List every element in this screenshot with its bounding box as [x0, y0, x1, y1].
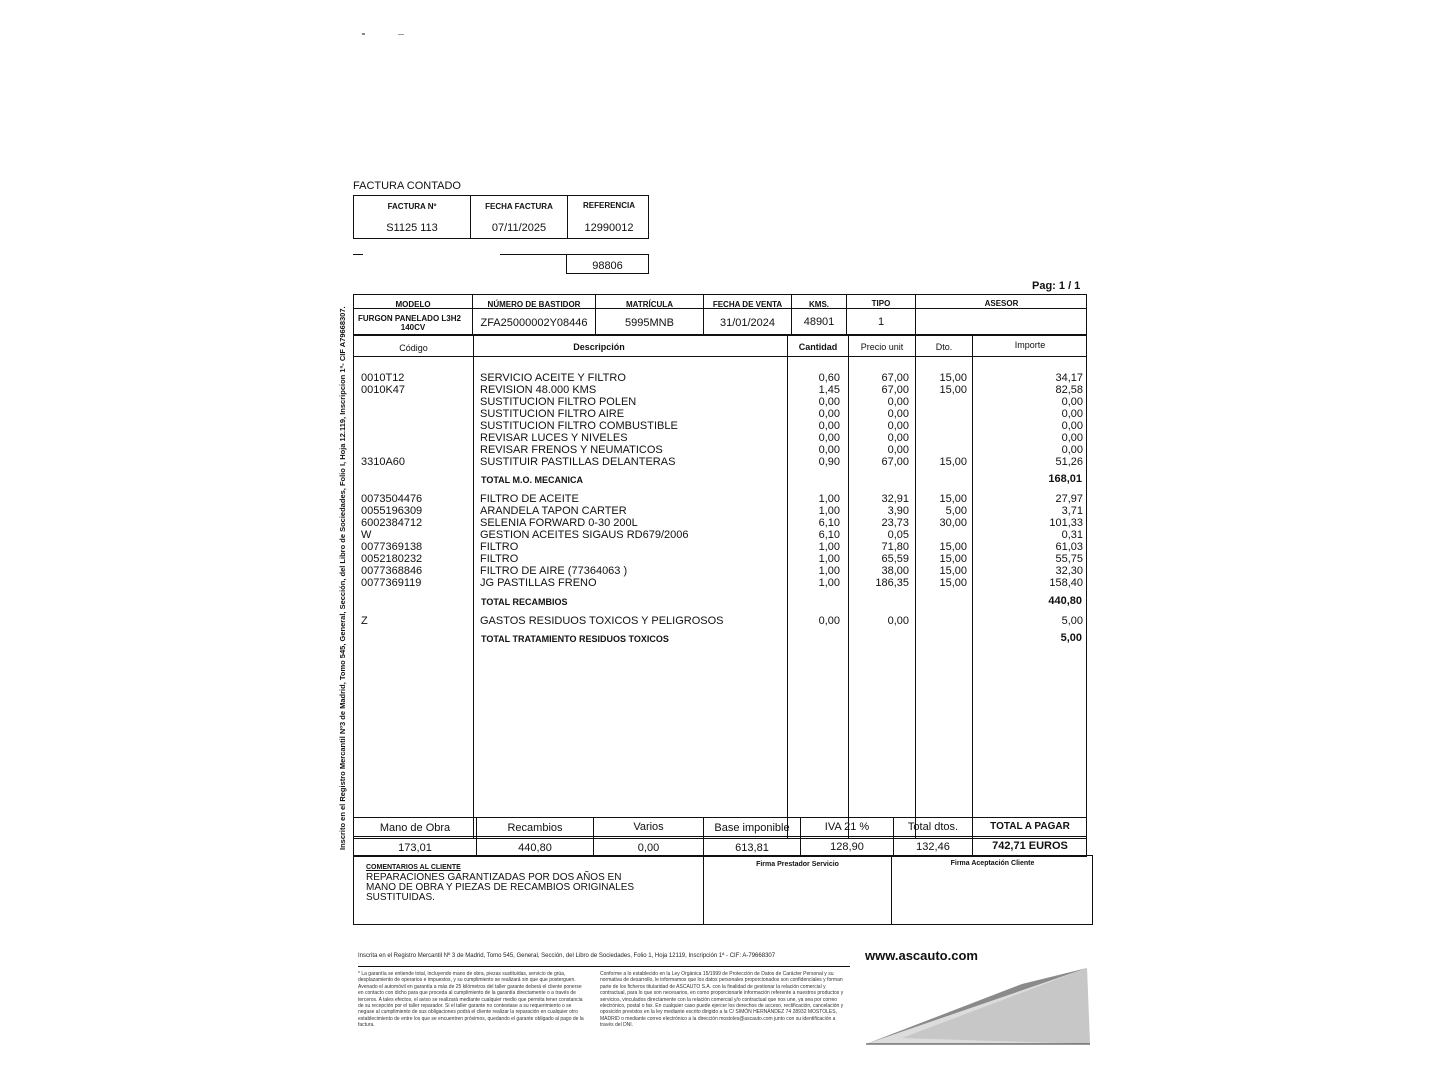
item-discount: 15,00: [939, 456, 967, 468]
item-unit-price: 65,59: [881, 553, 909, 565]
col-vin: NÚMERO DE BASTIDOR: [487, 300, 581, 309]
divider: [848, 334, 849, 839]
item-quantity: 1,00: [818, 565, 840, 577]
item-unit-price: 0,00: [887, 444, 909, 456]
item-code: 0052180232: [361, 553, 423, 565]
item-description: REVISION 48.000 KMS: [480, 384, 597, 396]
items-table: [353, 334, 1087, 839]
item-quantity: 1,00: [818, 553, 840, 565]
item-discount: 15,00: [939, 384, 967, 396]
col-asesor: ASESOR: [984, 299, 1019, 308]
item-quantity: 1,00: [818, 493, 840, 505]
col-unit-price: Precio unit: [860, 342, 904, 352]
item-quantity: 1,00: [818, 505, 840, 517]
comment-line: SUSTITUIDAS.: [366, 892, 435, 903]
summary-label-labor: Mano de Obra: [379, 822, 451, 834]
item-description: REVISAR FRENOS Y NEUMATICOS: [480, 444, 663, 456]
item-description: ARANDELA TAPON CARTER: [480, 505, 627, 517]
vehicle-vin: ZFA25000002Y08446: [480, 317, 588, 329]
item-discount: 15,00: [939, 553, 967, 565]
item-description: REVISAR LUCES Y NIVELES: [480, 432, 628, 444]
item-discount: 15,00: [939, 541, 967, 553]
extra-reference: 98806: [592, 260, 623, 272]
total-mo-value: 168,01: [1048, 473, 1082, 485]
item-amount: 0,00: [1061, 432, 1083, 444]
divider: [470, 195, 471, 239]
item-description: FILTRO DE ACEITE: [480, 493, 579, 505]
total-waste-value: 5,00: [1060, 632, 1082, 644]
footer-registry: Inscrita en el Registro Mercantil Nº 3 de Madrid, Tomo 545, General, Sección, del Libro de Sociedades, Folio 1, Hoja 12119, Inscripción 1ª - CIF: A-79668307: [358, 953, 776, 959]
summary-label-discounts: Total dtos.: [907, 821, 959, 833]
item-amount: 3,71: [1061, 505, 1083, 517]
summary-label-base: Base imponible: [714, 822, 790, 834]
invoice-number-label: FACTURA Nº: [387, 202, 437, 211]
summary-base: 613,81: [735, 842, 769, 854]
dash-mark: [353, 254, 363, 255]
total-mo-label: TOTAL M.O. MECANICA: [481, 475, 583, 485]
item-code: 3310A60: [361, 456, 406, 468]
vehicle-sale-date: 31/01/2024: [719, 317, 776, 329]
item-description: FILTRO: [480, 541, 519, 553]
item-quantity: 0,00: [818, 396, 840, 408]
item-description: SUSTITUCION FILTRO COMBUSTIBLE: [480, 420, 678, 432]
col-discount: Dto.: [935, 342, 953, 352]
item-unit-price: 23,73: [881, 517, 909, 529]
item-unit-price: 186,35: [875, 577, 909, 589]
item-unit-price: 0,00: [887, 396, 909, 408]
item-description: FILTRO: [480, 553, 519, 565]
col-plate: MATRÍCULA: [626, 300, 673, 309]
item-code: Z: [361, 615, 368, 627]
invoice-title: FACTURA CONTADO: [353, 180, 461, 192]
item-amount: 34,17: [1055, 372, 1083, 384]
item-unit-price: 67,00: [881, 372, 909, 384]
summary-label-vat: IVA 21 %: [824, 821, 870, 833]
col-description: Descripción: [573, 342, 625, 352]
item-code: 0073504476: [361, 493, 423, 505]
invoice-reference: 12990012: [584, 222, 634, 234]
item-discount: 15,00: [939, 493, 967, 505]
col-quantity: Cantidad: [798, 342, 838, 352]
col-sale-date: FECHA DE VENTA: [712, 300, 783, 309]
item-amount: 0,00: [1061, 420, 1083, 432]
item-unit-price: 0,05: [887, 529, 909, 541]
summary-vat: 128,90: [830, 841, 864, 853]
comments-label: COMENTARIOS AL CLIENTE: [366, 864, 461, 871]
invoice-sheet: [310, 0, 1110, 1080]
item-unit-price: 38,00: [881, 565, 909, 577]
item-discount: 15,00: [939, 372, 967, 384]
footer-rule: [358, 966, 850, 967]
item-discount: 5,00: [945, 505, 967, 517]
vehicle-tipo: 1: [877, 316, 885, 328]
invoice-number: S1125 113: [386, 222, 438, 234]
item-amount: 51,26: [1055, 456, 1083, 468]
summary-label-parts: Recambios: [507, 822, 563, 834]
divider: [972, 334, 973, 839]
item-code: 0010T12: [361, 372, 405, 384]
side-registry-text: Inscrito en el Registro Mercantil Nº3 de Madrid, Tomo 545, General, Sección, del Libro de Sociedades, Folio I, Hoja 12.119, Inscripcion 1ª- CIF A79668307.: [338, 306, 347, 850]
divider: [915, 334, 916, 839]
item-quantity: 1,00: [818, 577, 840, 589]
item-amount: 158,40: [1049, 577, 1083, 589]
invoice-date-label: FECHA FACTURA: [485, 202, 553, 211]
item-amount: 32,30: [1055, 565, 1083, 577]
item-amount: 61,03: [1055, 541, 1083, 553]
item-amount: 0,00: [1061, 408, 1083, 420]
col-model: MODELO: [395, 300, 431, 309]
divider: [787, 334, 788, 839]
scan-speck: [362, 33, 365, 35]
divider: [473, 334, 474, 839]
item-discount: 30,00: [939, 517, 967, 529]
item-description: GASTOS RESIDUOS TOXICOS Y PELIGROSOS: [480, 615, 724, 627]
comment-line: MANO DE OBRA Y PIEZAS DE RECAMBIOS ORIGINALES: [366, 882, 635, 893]
brand-triangle-graphic: [862, 964, 1094, 1046]
item-unit-price: 71,80: [881, 541, 909, 553]
item-quantity: 6,10: [818, 517, 840, 529]
item-amount: 82,58: [1055, 384, 1083, 396]
item-quantity: 0,90: [818, 456, 840, 468]
item-unit-price: 0,00: [887, 420, 909, 432]
item-code: W: [361, 529, 372, 541]
legal-warranty: * La garantía se entiende total, incluyendo mano de obra, piezas sustituidas, servicio de grúa, desplazamiento de operarios e impuestos, y su cumplimiento se realizará sin que que posterguen. Avenado el automóvil en garantía a más de 25 kilómetros del taller garante deberá el cliente ponerse en contacto con dicho para que proceda al cumplimiento de la garantía directamente o a través de terceros. A tales efectos, el aviso se realizará mediante cualquier medio que permita tener constancia de su recepción por el taller reparador. Si el taller garante no contestase a su requerimiento o se negase al cumplimiento de sus obligaciones podrá el cliente realizar la reparación en cualquier otro establecimiento de entre los que se encuentren próximos, quedando el garante obligado al pago de la factura.: [358, 971, 584, 1029]
legal-data-protection: Conforme a lo establecido en la Ley Orgánica 15/1999 de Protección de Datos de Carácter Personal y su normativa de desarrollo, le informamos que los datos personales proporcionados son confidenciales y forman parte de los ficheros titularidad de ASCAUTO S.A. con la finalidad de gestionar la relación comercial y contractual, para lo que son necesarios, en como proporcionarle información referente a nuestros productos y servicios, vinculados directamente con la relación comercial y/o contractual que nos une, ya sea por correo electrónico, postal o fax. En cualquier caso puede ejercer los derechos de acceso, rectificación, cancelación y oposición previstos en la ley mediante escrito dirigido a la C/ SIMÓN HERNÁNDEZ 74 28932 MOSTOLES, MADRID o mediante correo electrónico a la dirección mostoles@ascauto.com junto con su identificación a través del DNI.: [600, 971, 844, 1029]
item-code: 0077369138: [361, 541, 423, 553]
divider: [353, 356, 1087, 357]
summary-labor: 173,01: [398, 842, 432, 854]
item-discount: 15,00: [939, 565, 967, 577]
item-unit-price: 67,00: [881, 384, 909, 396]
signature-provider: Firma Prestador Servicio: [756, 861, 839, 868]
vehicle-model-line1: FURGON PANELADO L3H2: [358, 314, 461, 323]
summary-total-to-pay: 742,71 EUROS: [992, 840, 1068, 852]
item-quantity: 0,00: [818, 420, 840, 432]
invoice-ref-label: REFERENCIA: [582, 201, 635, 210]
item-amount: 0,31: [1061, 529, 1083, 541]
item-unit-price: 0,00: [887, 432, 909, 444]
item-description: SERVICIO ACEITE Y FILTRO: [480, 372, 626, 384]
item-amount: 27,97: [1055, 493, 1083, 505]
item-discount: 15,00: [939, 577, 967, 589]
item-unit-price: 3,90: [887, 505, 909, 517]
signature-client: Firma Aceptación Cliente: [950, 860, 1035, 867]
item-quantity: 0,60: [818, 372, 840, 384]
total-parts-label: TOTAL RECAMBIOS: [481, 597, 568, 607]
item-description: FILTRO DE AIRE (77364063 ): [480, 565, 628, 577]
item-unit-price: 0,00: [887, 408, 909, 420]
summary-label-misc: Varios: [633, 821, 664, 833]
scan-speck: [398, 34, 404, 35]
footer-website: www.ascauto.com: [865, 948, 978, 963]
item-amount: 101,33: [1049, 517, 1083, 529]
summary-discounts: 132,46: [916, 841, 950, 853]
comment-line: REPARACIONES GARANTIZADAS POR DOS AÑOS EN: [366, 872, 622, 883]
item-quantity: 1,00: [818, 541, 840, 553]
item-unit-price: 32,91: [881, 493, 909, 505]
summary-misc: 0,00: [637, 842, 660, 854]
vehicle-kms: 48901: [803, 316, 835, 328]
col-tipo: TIPO: [871, 299, 891, 308]
vehicle-plate: 5995MNB: [625, 317, 674, 329]
item-quantity: 0,00: [818, 615, 840, 627]
item-description: SUSTITUCION FILTRO POLEN: [480, 396, 637, 408]
divider: [567, 195, 568, 239]
item-quantity: 0,00: [818, 408, 840, 420]
item-description: SELENIA FORWARD 0-30 200L: [480, 517, 638, 529]
item-quantity: 1,45: [818, 384, 840, 396]
item-quantity: 0,00: [818, 444, 840, 456]
item-amount: 0,00: [1061, 444, 1083, 456]
item-quantity: 6,10: [818, 529, 840, 541]
item-code: 0077369119: [361, 577, 422, 589]
item-amount: 0,00: [1061, 396, 1083, 408]
vehicle-model-line2: 140CV: [400, 323, 426, 332]
item-code: 0077368846: [361, 565, 423, 577]
total-waste-label: TOTAL TRATAMIENTO RESIDUOS TOXICOS: [481, 634, 669, 644]
item-unit-price: 0,00: [887, 615, 909, 627]
item-description: GESTION ACEITES SIGAUS RD679/2006: [480, 529, 689, 541]
summary-label-total: TOTAL A PAGAR: [990, 821, 1070, 832]
item-amount: 5,00: [1061, 615, 1083, 627]
invoice-date: 07/11/2025: [491, 222, 547, 234]
item-code: 0010K47: [361, 384, 406, 396]
item-description: JG PASTILLAS FRENO: [480, 577, 597, 589]
item-unit-price: 67,00: [881, 456, 909, 468]
total-parts-value: 440,80: [1048, 595, 1082, 607]
page-number: Pag: 1 / 1: [1032, 280, 1081, 292]
item-quantity: 0,00: [818, 432, 840, 444]
col-kms: KMS.: [809, 300, 829, 309]
item-description: SUSTITUCION FILTRO AIRE: [480, 408, 625, 420]
col-amount: Importe: [1014, 340, 1046, 350]
summary-parts: 440,80: [518, 842, 552, 854]
item-code: 0055196309: [361, 505, 423, 517]
item-description: SUSTITUIR PASTILLAS DELANTERAS: [480, 456, 676, 468]
item-code: 6002384712: [361, 517, 423, 529]
col-code: Código: [399, 343, 428, 353]
item-amount: 55,75: [1055, 553, 1083, 565]
divider: [353, 836, 1087, 837]
